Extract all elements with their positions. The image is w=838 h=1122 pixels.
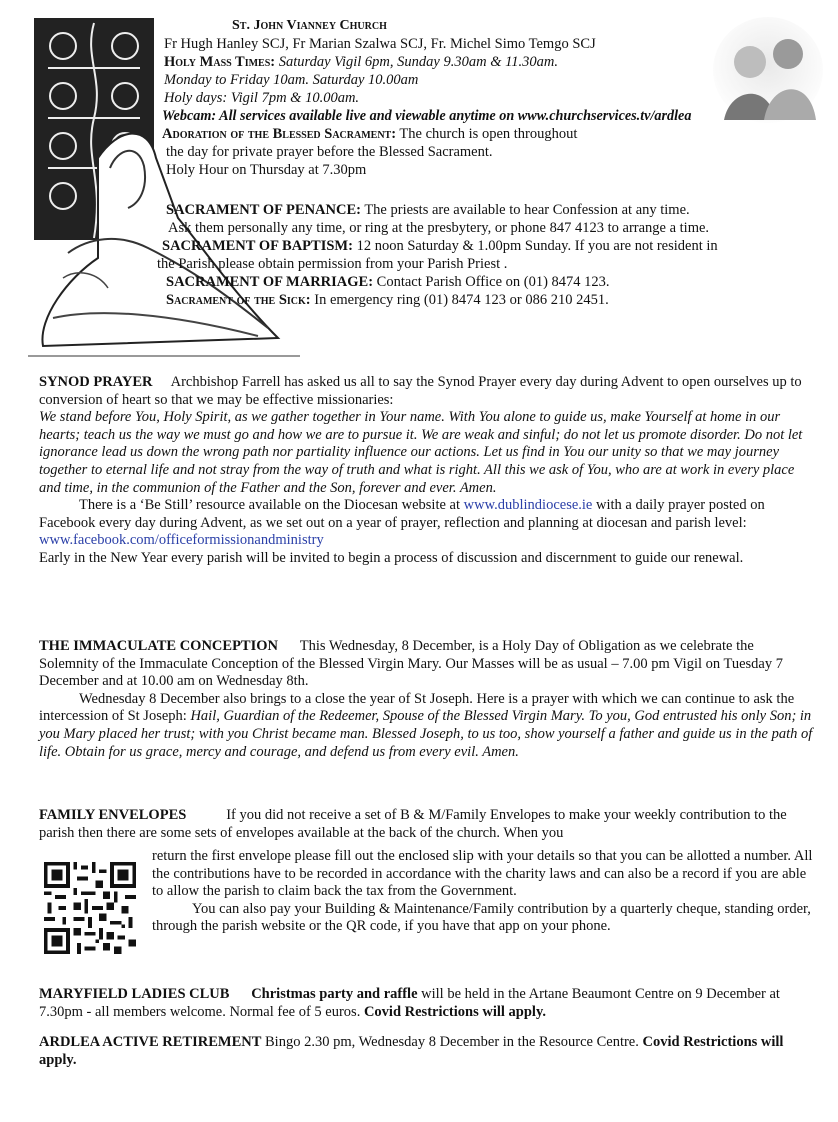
- adoration-line-2: the day for private prayer before the Blessed Sacrament.: [166, 144, 493, 160]
- synod-resource-text-2: with a daily prayer posted on Facebook every day during Advent, as we set out on a year of prayer, reflection and planning at diocesan and parish level:: [39, 497, 765, 531]
- joseph-prayer: Hail, Guardian of the Redeemer, Spouse of the Blessed Virgin Mary. To you, God entrusted his only Son; in you Mary placed her trust; with you Christ became man. Blessed Joseph, to us too, show yourself a father and guide us in the path of life. Obtain for us grace, mercy and courage, and defend us from every evil. Amen.: [39, 708, 813, 760]
- priests-line: Fr Hugh Hanley SCJ, Fr Marian Szalwa SCJ, Fr. Michel Simo Temgo SCJ: [164, 36, 596, 52]
- adoration-text: The church is open throughout: [396, 126, 578, 142]
- ardlea-covid: Covid Restrictions will apply.: [39, 1034, 784, 1068]
- holy-hour-line: Holy Hour on Thursday at 7.30pm: [166, 162, 367, 178]
- immaculate-text: This Wednesday, 8 December, is a Holy Day of Obligation as we celebrate the Solemnity of the Immaculate Conception of the Blessed Virgin Mary. Our Masses will be as usual – 7.00 pm Vigil on Tuesday 7 December and at 10.00 am on Wednesday 8th.: [39, 638, 783, 690]
- webcam-line: Webcam: All services available live and viewable anytime on www.churchservices.tv/ardlea: [162, 108, 692, 124]
- envelopes-text-3: You can also pay your Building & Maintenance/Family contribution by a quarterly cheque, standing order, through the parish website or the QR code, if you have that app on your phone.: [152, 900, 811, 935]
- maryfield-title: MARYFIELD LADIES CLUB: [39, 986, 230, 1002]
- penance-line: [166, 202, 690, 220]
- marriage-label: SACRAMENT OF MARRIAGE:: [166, 274, 374, 290]
- envelopes-body: [152, 848, 815, 936]
- immaculate-title: THE IMMACULATE CONCEPTION: [39, 638, 278, 654]
- envelopes-text-2: return the first envelope please fill out the enclosed slip with your details so that you can be allotted a number. All the contributions have to be recorded in accordance with the charity laws and can also be a record if you are able to allow the parish to claim back the tax from the Government.: [152, 848, 813, 900]
- synod-title: SYNOD PRAYER: [39, 374, 153, 390]
- maryfield-covid: Covid Restrictions will apply.: [363, 1003, 547, 1020]
- marriage-line: [166, 274, 610, 292]
- penance-text: The priests are available to hear Confession at any time.: [360, 202, 690, 218]
- synod-resource-text: There is a ‘Be Still’ resource available on the Diocesan website at: [79, 497, 464, 514]
- immaculate-section: [39, 638, 815, 761]
- ardlea-section: [39, 1034, 815, 1069]
- mass-times-text: Saturday Vigil 6pm, Sunday 9.30am & 11.30am.: [275, 54, 558, 70]
- baptism-text: 12 noon Saturday & 1.00pm Sunday. If you are not resident in: [352, 238, 718, 254]
- qr-code-icon[interactable]: [43, 862, 137, 954]
- maryfield-highlight: Christmas party and raffle: [251, 986, 418, 1002]
- penance-line-2: Ask them personally any time, or ring at the presbytery, or phone 847 4123 to arrange a time.: [168, 220, 710, 236]
- holyday-mass-line: Holy days: Vigil 7pm & 10.00am.: [164, 90, 360, 106]
- synod-intro-text: Archbishop Farrell has asked us all to say the Synod Prayer every day during Advent to open ourselves up to conversion of heart so that we may be effective missionaries:: [39, 374, 802, 408]
- synod-resource: [39, 497, 815, 550]
- facebook-link[interactable]: www.facebook.com/officeformissionandministry: [39, 532, 324, 549]
- baptism-line-2: the Parish please obtain permission from your Parish Priest .: [157, 256, 508, 272]
- synod-prayer: We stand before You, Holy Spirit, as we gather together in Your name. With You alone to guide us, make Yourself at home in our hearts; teach us the way we must go and how we are to pursue it. We are weak and sinful; do not let us promote disorder. Do not let ignorance lead us down the wrong path nor partiality influence our actions. Let us find in You our unity so that we may journey together to eternal life and not stray from the way of truth and what is right. All this we ask of You, who are at work in every place and time, in the communion of the Father and the Son, forever and ever. Amen.: [39, 409, 803, 496]
- saints-portrait-icon: [712, 16, 824, 124]
- mass-times-label: Holy Mass Times:: [164, 54, 276, 70]
- sick-text: In emergency ring (01) 8474 123 or 086 210 2451.: [310, 292, 609, 308]
- ardlea-text: Bingo 2.30 pm, Wednesday 8 December in the Resource Centre.: [261, 1034, 643, 1050]
- church-name: St. John Vianney Church: [232, 18, 387, 33]
- maryfield-text: will be held in the Artane Beaumont Centre on 9 December at 7.30pm - all members welcome. Normal fee of 5 euros.: [39, 986, 780, 1020]
- synod-section: [39, 374, 815, 568]
- mass-times-line: [164, 54, 558, 72]
- immaculate-intro: [39, 638, 815, 691]
- adoration-label: Adoration of the Blessed Sacrament:: [162, 126, 397, 142]
- ardlea-title: ARDLEA ACTIVE RETIREMENT: [39, 1034, 262, 1050]
- baptism-line: [162, 238, 718, 256]
- joseph-paragraph: [39, 691, 815, 761]
- envelopes-intro: [39, 807, 815, 842]
- penance-label: SACRAMENT OF PENANCE:: [166, 202, 361, 218]
- adoration-line: [162, 126, 577, 144]
- envelopes-text: If you did not receive a set of B & M/Family Envelopes to make your weekly contribution to the parish then there are some sets of envelopes available at the back of the church. When you: [39, 807, 787, 841]
- sick-line: [166, 292, 609, 310]
- synod-closing: Early in the New Year every parish will be invited to begin a process of discussion and discernment to guide our renewal.: [39, 549, 744, 566]
- weekday-mass-line: Monday to Friday 10am. Saturday 10.00am: [164, 72, 419, 88]
- maryfield-section: [39, 986, 815, 1021]
- sick-label: Sacrament of the Sick:: [166, 292, 311, 308]
- diocese-link[interactable]: www.dublindiocese.ie: [463, 497, 593, 514]
- envelopes-title: FAMILY ENVELOPES: [39, 807, 187, 823]
- joseph-text: Wednesday 8 December also brings to a close the year of St Joseph. Here is a prayer with which we can continue to ask the intercession of St Joseph:: [39, 690, 795, 725]
- synod-intro: [39, 374, 815, 409]
- marriage-text: Contact Parish Office on (01) 8474 123.: [373, 274, 610, 290]
- baptism-label: SACRAMENT OF BAPTISM:: [162, 238, 353, 254]
